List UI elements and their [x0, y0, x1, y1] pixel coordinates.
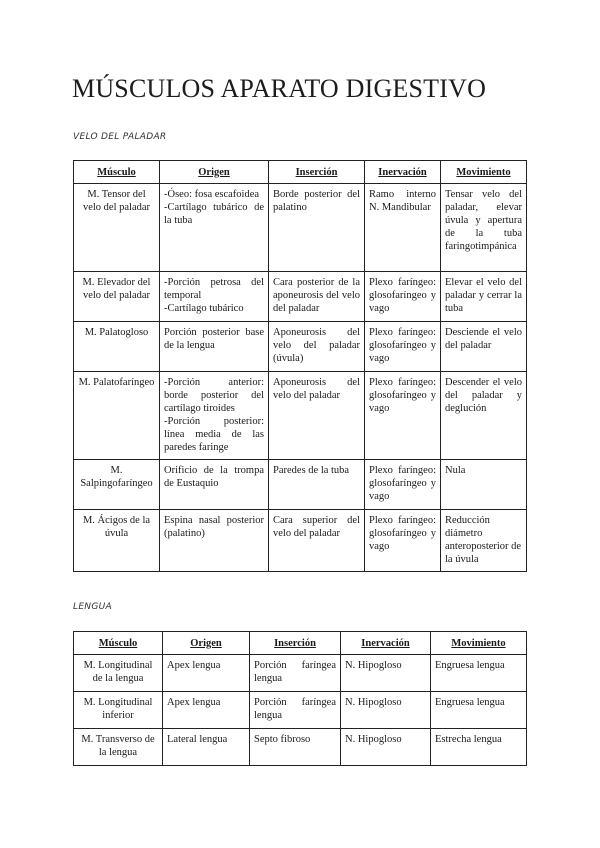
header-insercion: Inserción [250, 632, 341, 655]
cell-origen [160, 322, 269, 372]
cell-movimiento: Engruesa lengua [431, 692, 527, 729]
cell-insercion: Borde posterior del palatino [269, 184, 365, 272]
cell-musculo: M. Longitudinal de la lengua [74, 655, 163, 692]
page-title: MÚSCULOS APARATO DIGESTIVO [72, 74, 487, 103]
cell-movimiento: Desciende el velo del paladar [441, 322, 527, 372]
cell-insercion: Aponeurosis del velo del paladar [269, 372, 365, 460]
cell-musculo: M. Salpingofaríngeo [74, 460, 160, 510]
cell-movimiento: Tensar velo del paladar, elevar úvula y apertura de la tuba faringotimpánica [441, 184, 527, 272]
origen-line: -Cartílago tubárico de la tuba [164, 202, 264, 226]
header-inervacion: Inervación [341, 632, 431, 655]
header-movimiento: Movimiento [441, 161, 527, 184]
section-heading-lengua: LENGUA [73, 602, 112, 612]
cell-inervacion: Plexo faríngeo: glosofaríngeo y vago [365, 322, 441, 372]
section-heading-velo: VELO DEL PALADAR [73, 132, 167, 142]
table-row [74, 692, 527, 729]
cell-insercion: Porción faríngea lengua [250, 655, 341, 692]
header-musculo: Músculo [74, 632, 163, 655]
cell-movimiento: Nula [441, 460, 527, 510]
origen-line: Espina nasal posterior (palatino) [164, 515, 264, 539]
cell-origen [160, 510, 269, 572]
origen-line: Orificio de la trompa de Eustaquio [164, 465, 264, 489]
origen-line: -Porción anterior: borde posterior del cartílago tiroides [164, 377, 264, 414]
cell-musculo: M. Palatogloso [74, 322, 160, 372]
cell-musculo: M. Ácigos de la úvula [74, 510, 160, 572]
cell-movimiento: Reducción diámetro anteroposterior de la úvula [441, 510, 527, 572]
cell-movimiento: Engruesa lengua [431, 655, 527, 692]
cell-inervacion: Ramo interno N. Mandibular [365, 184, 441, 272]
cell-movimiento: Estrecha lengua [431, 729, 527, 766]
header-inervacion: Inervación [365, 161, 441, 184]
cell-movimiento: Descender el velo del paladar y deglución [441, 372, 527, 460]
table-row [74, 184, 527, 272]
cell-origen: Apex lengua [163, 655, 250, 692]
cell-inervacion: Plexo faríngeo: glosofaríngeo y vago [365, 460, 441, 510]
cell-origen [160, 184, 269, 272]
table-row [74, 322, 527, 372]
origen-line: Porción posterior base de la lengua [164, 327, 264, 351]
cell-inervacion: Plexo faríngeo: glosofaríngeo y vago [365, 272, 441, 322]
cell-movimiento: Elevar el velo del paladar y cerrar la tuba [441, 272, 527, 322]
cell-inervacion: N. Hipogloso [341, 655, 431, 692]
origen-line: -Cartílago tubárico [164, 303, 244, 314]
cell-musculo: M. Palatofaríngeo [74, 372, 160, 460]
cell-origen: Lateral lengua [163, 729, 250, 766]
cell-insercion: Cara superior del velo del paladar [269, 510, 365, 572]
cell-inervacion: Plexo faríngeo: glosofaríngeo y vago [365, 372, 441, 460]
cell-insercion: Septo fibroso [250, 729, 341, 766]
cell-origen [160, 272, 269, 322]
cell-musculo: M. Longitudinal inferior [74, 692, 163, 729]
origen-line: -Porción posterior: línea media de las paredes faringe [164, 416, 264, 453]
header-origen: Origen [160, 161, 269, 184]
cell-origen [160, 460, 269, 510]
cell-inervacion: N. Hipogloso [341, 692, 431, 729]
header-insercion: Inserción [269, 161, 365, 184]
table-row [74, 272, 527, 322]
table-row [74, 510, 527, 572]
header-movimiento: Movimiento [431, 632, 527, 655]
cell-origen [160, 372, 269, 460]
table-row [74, 460, 527, 510]
cell-insercion: Porción faríngea lengua [250, 692, 341, 729]
cell-origen: Apex lengua [163, 692, 250, 729]
cell-inervacion: Plexo faríngeo: glosofaríngeo y vago [365, 510, 441, 572]
origen-line: -Porción petrosa del temporal [164, 277, 264, 301]
cell-insercion: Cara posterior de la aponeurosis del velo del paladar [269, 272, 365, 322]
header-musculo: Músculo [74, 161, 160, 184]
table-header-row [74, 161, 527, 184]
cell-insercion: Aponeurosis del velo del paladar (úvula) [269, 322, 365, 372]
cell-musculo: M. Transverso de la lengua [74, 729, 163, 766]
table-row [74, 655, 527, 692]
cell-insercion: Paredes de la tuba [269, 460, 365, 510]
table-row [74, 372, 527, 460]
table-row [74, 729, 527, 766]
table-velo-del-paladar [73, 160, 527, 572]
table-lengua [73, 631, 527, 766]
origen-line: -Óseo: fosa escafoidea [164, 189, 260, 200]
cell-inervacion: N. Hipogloso [341, 729, 431, 766]
table-header-row [74, 632, 527, 655]
cell-musculo: M. Tensor del velo del paladar [74, 184, 160, 272]
header-origen: Origen [163, 632, 250, 655]
cell-musculo: M. Elevador del velo del paladar [74, 272, 160, 322]
